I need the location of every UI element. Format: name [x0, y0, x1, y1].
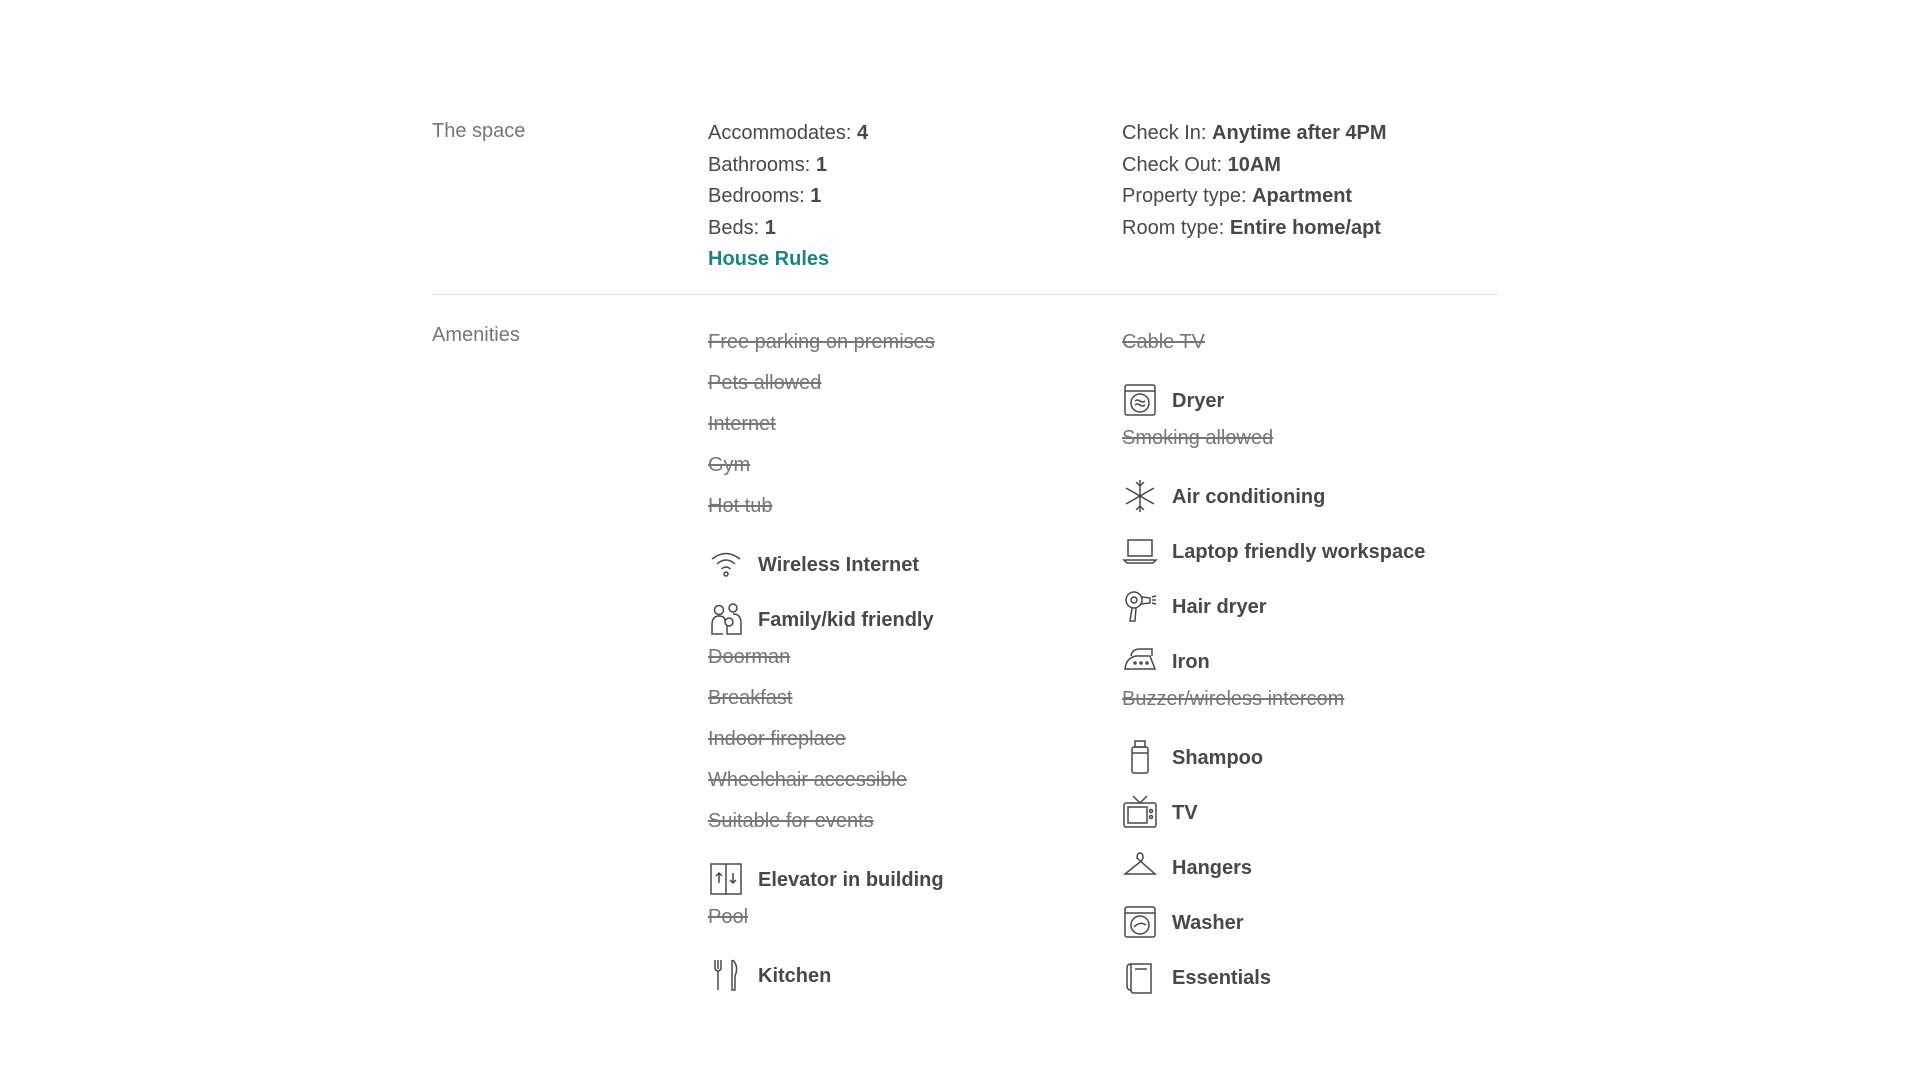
space-left-column: [708, 118, 868, 276]
amenity-unavailable-label: Cable TV: [1122, 331, 1206, 353]
space-detail-bathrooms: Bathrooms: 1: [708, 153, 827, 176]
amenities-right-column: [1122, 322, 1425, 995]
amenities-left-column: [708, 322, 944, 993]
iron-icon: [1122, 643, 1158, 679]
space-detail-property-type: Property type: Apartment: [1122, 185, 1353, 207]
amenity-label: Iron: [1172, 651, 1210, 673]
dryer-icon: [1122, 382, 1158, 418]
amenity-item: [708, 719, 944, 760]
space-section: [432, 116, 1498, 295]
amenity-unavailable-label: Hot tub: [708, 495, 773, 517]
amenity-unavailable-label: Internet: [708, 413, 776, 435]
space-section-label: The space: [432, 120, 526, 142]
amenity-unavailable-label: Gym: [708, 454, 751, 476]
amenities-section-label: Amenities: [432, 324, 520, 346]
space-detail-room-type: Room type: Entire home/apt: [1122, 216, 1381, 239]
amenity-item: [708, 582, 944, 637]
space-detail-check-out: Check Out: 10AM: [1122, 153, 1281, 176]
amenity-item: [708, 486, 944, 527]
amenity-label: Hangers: [1172, 857, 1253, 879]
amenity-label: Washer: [1172, 912, 1244, 934]
family-icon: [708, 601, 744, 637]
elevator-icon: [708, 861, 744, 897]
hair-dryer-icon: [1122, 588, 1158, 624]
amenity-label: Essentials: [1172, 967, 1271, 989]
shampoo-icon: [1122, 739, 1158, 775]
laptop-icon: [1122, 533, 1158, 569]
amenity-label: Hair dryer: [1172, 596, 1267, 618]
amenity-unavailable-label: Buzzer/wireless intercom: [1122, 688, 1345, 710]
amenity-item: [1122, 514, 1425, 569]
essentials-icon: [1122, 959, 1158, 995]
amenity-label: Dryer: [1172, 390, 1225, 412]
amenity-item: [708, 938, 944, 993]
amenity-unavailable-label: Doorman: [708, 646, 791, 668]
amenity-label: Wireless Internet: [758, 554, 919, 576]
amenity-unavailable-label: Suitable for events: [708, 810, 874, 832]
amenity-item: [1122, 720, 1425, 775]
amenity-label: Elevator in building: [758, 869, 944, 891]
amenity-unavailable-label: Breakfast: [708, 687, 793, 709]
kitchen-icon: [708, 957, 744, 993]
amenity-item: [708, 801, 944, 842]
amenity-item: [1122, 679, 1425, 720]
amenity-label: Laptop friendly workspace: [1172, 541, 1426, 563]
amenity-label: Kitchen: [758, 965, 832, 987]
amenity-item: [1122, 830, 1425, 885]
amenity-unavailable-label: Pets allowed: [708, 372, 822, 394]
house-rules-link[interactable]: House Rules: [708, 248, 830, 270]
amenity-label: Air conditioning: [1172, 486, 1326, 508]
amenity-item: [1122, 418, 1425, 459]
amenity-item: [708, 897, 944, 938]
amenity-unavailable-label: Indoor fireplace: [708, 728, 846, 750]
wifi-icon: [708, 546, 744, 582]
amenity-item: [708, 527, 944, 582]
amenity-item: [708, 445, 944, 486]
amenity-label: TV: [1172, 802, 1198, 824]
amenity-item: [1122, 940, 1425, 995]
amenity-item: [708, 404, 944, 445]
amenity-item: [1122, 459, 1425, 514]
amenity-item: [708, 842, 944, 897]
space-detail-check-in: Check In: Anytime after 4PM: [1122, 122, 1387, 144]
space-right-column: [1122, 118, 1387, 244]
amenity-unavailable-label: Smoking allowed: [1122, 427, 1274, 449]
amenity-item: [1122, 569, 1425, 624]
amenity-item: [708, 678, 944, 719]
snowflake-icon: [1122, 478, 1158, 514]
amenity-item: [708, 760, 944, 801]
amenity-unavailable-label: Free parking on premises: [708, 331, 935, 353]
amenity-item: [1122, 322, 1425, 363]
tv-icon: [1122, 794, 1158, 830]
space-detail-bedrooms: Bedrooms: 1: [708, 185, 822, 207]
amenity-unavailable-label: Pool: [708, 906, 749, 928]
washer-icon: [1122, 904, 1158, 940]
amenity-item: [1122, 363, 1425, 418]
space-detail-beds: Beds: 1: [708, 216, 776, 239]
amenity-label: Shampoo: [1172, 747, 1264, 769]
amenity-item: [708, 637, 944, 678]
amenity-item: [708, 322, 944, 363]
amenity-item: [1122, 775, 1425, 830]
amenity-label: Family/kid friendly: [758, 609, 934, 631]
amenity-item: [1122, 624, 1425, 679]
amenity-unavailable-label: Wheelchair accessible: [708, 769, 907, 791]
amenity-item: [1122, 885, 1425, 940]
amenity-item: [708, 363, 944, 404]
hanger-icon: [1122, 849, 1158, 885]
space-detail-accommodates: Accommodates: 4: [708, 122, 869, 144]
